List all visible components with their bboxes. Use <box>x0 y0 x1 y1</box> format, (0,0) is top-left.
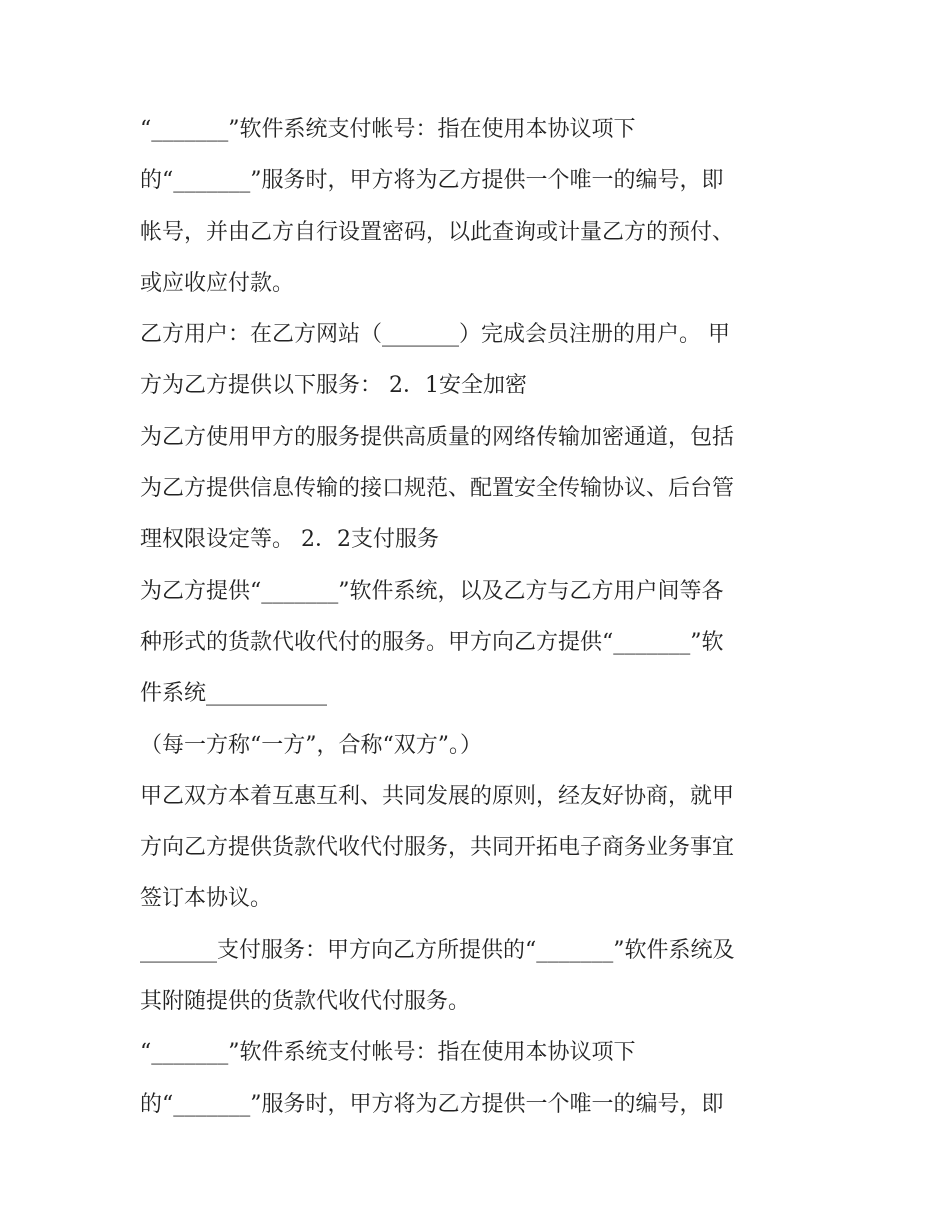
text-line: “_______”软件系统支付帐号：指在使用本协议项下 <box>140 117 636 142</box>
document-body <box>140 108 820 1134</box>
text-line: 为乙方提供信息传输的接口规范、配置安全传输协议、后台管 <box>140 476 735 502</box>
text-line: 的“_______”服务时，甲方将为乙方提供一个唯一的编号，即 <box>140 168 724 194</box>
text-line: 或应收应付款。 <box>140 270 295 296</box>
text-line: 甲乙双方本着互惠互利、共同发展的原则，经友好协商，就甲 <box>140 783 735 809</box>
text-line: 帐号，并由乙方自行设置密码，以此查询或计量乙方的预付、 <box>140 219 735 245</box>
text-line: 方向乙方提供货款代收代付服务，共同开拓电子商务业务事宜 <box>140 835 735 861</box>
text-line: 种形式的货款代收代付的服务。甲方向乙方提供“_______”软 <box>140 629 724 655</box>
text-line: 乙方用户：在乙方网站（_______）完成会员注册的用户。 甲 <box>140 322 730 348</box>
text-line: “_______”软件系统支付帐号：指在使用本协议项下 <box>140 1040 636 1066</box>
text-line: 为乙方使用甲方的服务提供高质量的网络传输加密通道，包括 <box>140 424 735 450</box>
text-line: 其附随提供的货款代收代付服务。 <box>140 989 471 1015</box>
text-line: _______支付服务：甲方向乙方所提供的“_______”软件系统及 <box>140 937 735 963</box>
text-line: 为乙方提供“_______”软件系统，以及乙方与乙方用户间等各 <box>140 578 724 604</box>
text-line: 签订本协议。 <box>140 886 273 912</box>
text-line: 的“_______”服务时，甲方将为乙方提供一个唯一的编号，即 <box>140 1091 724 1117</box>
text-line: 件系统___________ <box>140 681 328 707</box>
text-line: 理权限设定等。 2．2支付服务 <box>140 527 439 553</box>
text-line: （每一方称“一方”，合称“双方”。） <box>140 732 482 758</box>
text-line: 方为乙方提供以下服务： 2．1安全加密 <box>140 373 527 399</box>
